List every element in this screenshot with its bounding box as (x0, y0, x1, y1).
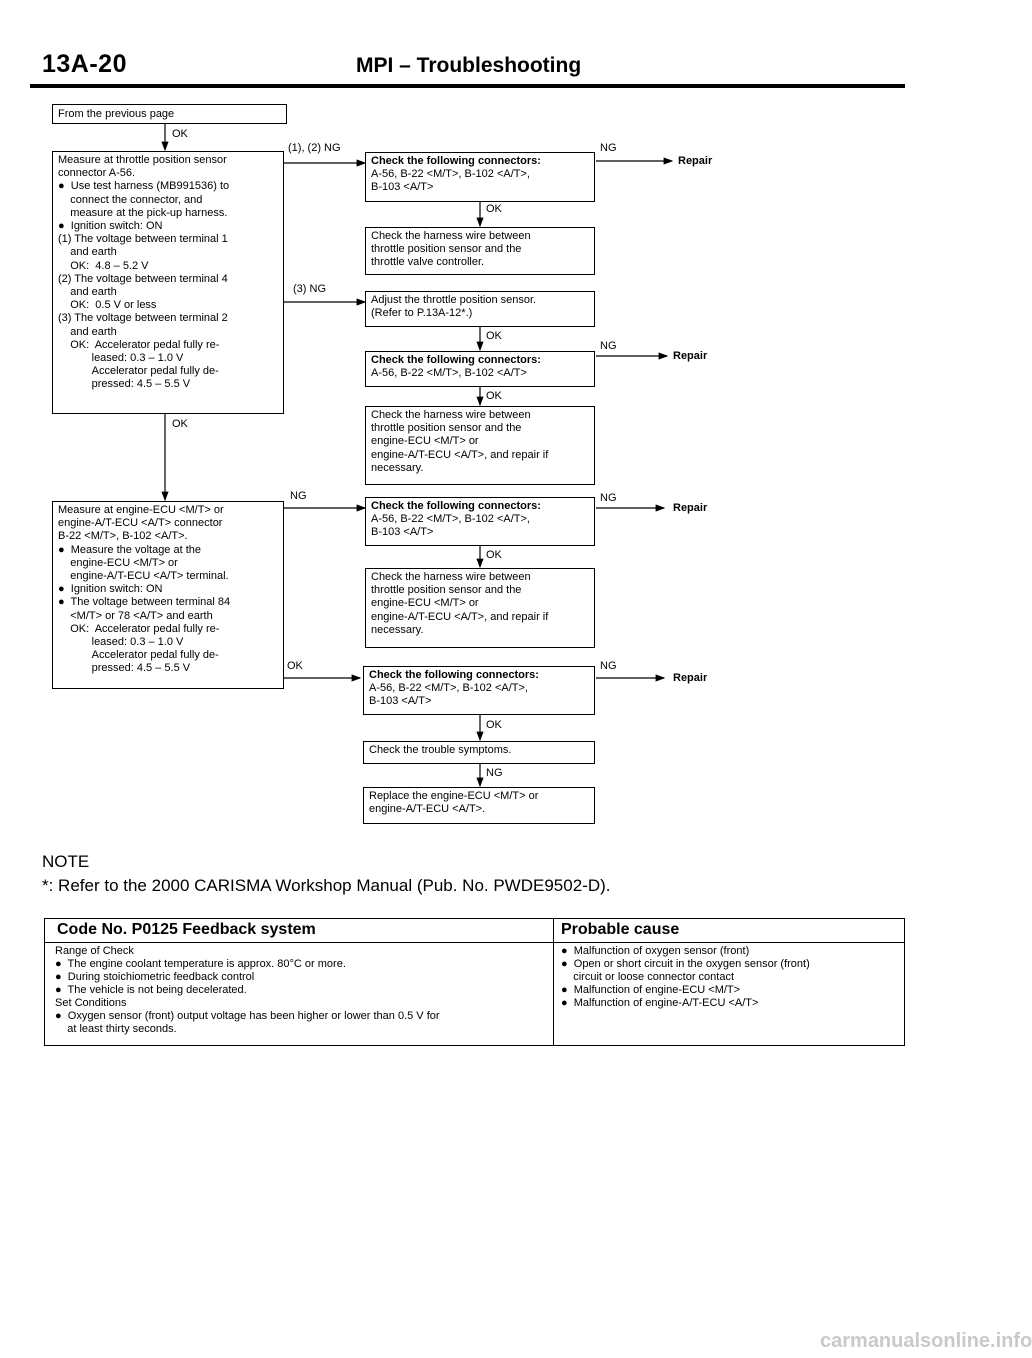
condition-line: Range of Check (55, 945, 134, 957)
label-3-ng: (3) NG (293, 283, 326, 295)
label-ng-mid: NG (290, 490, 307, 502)
check-connectors-box-3 (365, 497, 595, 546)
ecu-line: Accelerator pedal fully de- (58, 649, 219, 662)
condition-line: ● The vehicle is not being decelerated. (55, 984, 247, 996)
repair-label-4: Repair (673, 672, 708, 684)
tps-line: connect the connector, and (58, 193, 203, 206)
conn1-line: B-103 <A/T> (371, 181, 434, 194)
conn1-line: A-56, B-22 <M/T>, B-102 <A/T>, (371, 168, 530, 181)
tps-line: and earth (58, 325, 117, 338)
harness2-line: engine-A/T-ECU <A/T>, and repair if (371, 448, 549, 461)
cause-line: ● Malfunction of engine-A/T-ECU <A/T> (561, 997, 759, 1009)
cause-line: ● Malfunction of oxygen sensor (front) (561, 945, 750, 957)
ok-label-5: OK (486, 719, 502, 731)
ecu-line: leased: 0.3 – 1.0 V (58, 636, 184, 649)
ng-label-3: NG (600, 492, 617, 504)
ecu-line: Measure at engine-ECU <M/T> or (58, 504, 224, 516)
conn2-line: A-56, B-22 <M/T>, B-102 <A/T> (371, 367, 527, 380)
ecu-line: pressed: 4.5 – 5.5 V (58, 662, 191, 675)
tps-line: connector A-56. (58, 167, 136, 180)
table-header-divider (45, 942, 904, 943)
ecu-line: OK: Accelerator pedal fully re- (58, 622, 220, 635)
label-12-ng: (1), (2) NG (288, 142, 341, 154)
ok-label-4: OK (486, 549, 502, 561)
replace-line: engine-A/T-ECU <A/T>. (369, 803, 486, 816)
repair-label-3: Repair (673, 502, 708, 514)
adjust-tps-box (365, 291, 595, 327)
harness2-line: throttle position sensor and the (371, 422, 522, 435)
condition-line: ● The engine coolant temperature is approx. 80°C or more. (55, 958, 346, 970)
harness-check-box-3 (365, 568, 595, 648)
conn4-line: Check the following connectors: (369, 669, 539, 681)
ecu-line: engine-A/T-ECU <A/T> terminal. (58, 570, 229, 583)
measure-tps-box (52, 151, 284, 414)
ecu-line: <M/T> or 78 <A/T> and earth (58, 609, 213, 622)
harness-check-box-1 (365, 227, 595, 275)
ng-label-5: NG (486, 767, 503, 779)
harness3-line: engine-ECU <M/T> or (371, 597, 479, 610)
harness3-line: Check the harness wire between (371, 571, 531, 583)
conn1-line: Check the following connectors: (371, 155, 541, 167)
ecu-line: ● The voltage between terminal 84 (58, 596, 231, 609)
measure-ecu-box (52, 501, 284, 689)
page-code: 13A-20 (42, 50, 127, 78)
ok-label-1: OK (486, 203, 502, 215)
condition-line: ● Oxygen sensor (front) output voltage has been higher or lower than 0.5 V for (55, 1010, 440, 1022)
ok-label-3: OK (486, 390, 502, 402)
cause-line: ● Open or short circuit in the oxygen sensor (front) (561, 958, 810, 970)
harness2-line: necessary. (371, 461, 424, 474)
from-previous-text: From the previous page (58, 108, 175, 120)
conn3-line: B-103 <A/T> (371, 526, 434, 539)
harness3-line: necessary. (371, 623, 424, 636)
label-ok-mid: OK (287, 660, 303, 672)
condition-line: Set Conditions (55, 997, 127, 1009)
repair-label-1: Repair (678, 155, 713, 167)
page-title: MPI – Troubleshooting (356, 54, 582, 77)
tps-line: pressed: 4.5 – 5.5 V (58, 378, 191, 391)
conn3-line: A-56, B-22 <M/T>, B-102 <A/T>, (371, 513, 530, 526)
replace-ecu-box (363, 787, 595, 824)
harness-check-box-2 (365, 406, 595, 485)
harness1-line: throttle position sensor and the (371, 243, 522, 256)
table-cell-conditions (55, 945, 440, 1036)
repair-label-2: Repair (673, 350, 708, 362)
harness1-line: throttle valve controller. (371, 256, 485, 269)
harness2-line: Check the harness wire between (371, 409, 531, 421)
condition-line: at least thirty seconds. (55, 1023, 177, 1035)
tps-line: (1) The voltage between terminal 1 (58, 233, 228, 246)
tps-line: measure at the pick-up harness. (58, 206, 228, 219)
check-connectors-box-1 (365, 152, 595, 202)
ok-label-2: OK (486, 330, 502, 342)
trouble-symptoms-box (363, 741, 595, 764)
tps-line: Measure at throttle position sensor (58, 154, 227, 166)
ng-label-2: NG (600, 340, 617, 352)
conn2-line: Check the following connectors: (371, 354, 541, 366)
harness1-line: Check the harness wire between (371, 230, 531, 242)
ecu-line: engine-A/T-ECU <A/T> connector (58, 517, 223, 530)
ng-label-1: NG (600, 142, 617, 154)
adjust-line: Adjust the throttle position sensor. (371, 294, 537, 306)
cause-line: circuit or loose connector contact (561, 971, 735, 983)
table-column-divider (553, 919, 554, 1045)
conn4-line: B-103 <A/T> (369, 695, 432, 708)
harness3-line: throttle position sensor and the (371, 584, 522, 597)
from-previous-page-box (52, 104, 287, 124)
condition-line: ● During stoichiometric feedback control (55, 971, 255, 983)
replace-line: Replace the engine-ECU <M/T> or (369, 790, 539, 802)
tps-line: leased: 0.3 – 1.0 V (58, 352, 184, 365)
code-table (44, 918, 905, 1046)
note-body: *: Refer to the 2000 CARISMA Workshop Manual (Pub. No. PWDE9502-D). (42, 876, 611, 895)
ng-label-4: NG (600, 660, 617, 672)
tps-line: and earth (58, 246, 117, 259)
ecu-line: ● Measure the voltage at the (58, 543, 202, 556)
tps-line: OK: 4.8 – 5.2 V (58, 259, 149, 272)
table-header-cause: Probable cause (561, 921, 680, 938)
tps-line: (2) The voltage between terminal 4 (58, 272, 228, 285)
harness3-line: engine-A/T-ECU <A/T>, and repair if (371, 610, 549, 623)
conn3-line: Check the following connectors: (371, 500, 541, 512)
table-header-code: Code No. P0125 Feedback system (57, 921, 316, 938)
adjust-line: (Refer to P.13A-12*.) (371, 307, 473, 320)
watermark: carmanualsonline.info (820, 1330, 1032, 1352)
tps-line: OK: 0.5 V or less (58, 299, 157, 312)
ecu-line: engine-ECU <M/T> or (58, 556, 178, 569)
tps-line: ● Ignition switch: ON (58, 220, 163, 233)
ok-label-left: OK (172, 418, 188, 430)
check-connectors-box-4 (363, 666, 595, 715)
tps-line: and earth (58, 286, 117, 299)
ecu-line: ● Ignition switch: ON (58, 583, 163, 596)
tps-line: ● Use test harness (MB991536) to (58, 180, 230, 193)
note-title: NOTE (42, 852, 90, 871)
trouble-line: Check the trouble symptoms. (369, 744, 512, 756)
table-cell-causes (561, 945, 810, 1010)
ok-label-top: OK (172, 128, 188, 140)
check-connectors-box-2 (365, 351, 595, 387)
tps-line: Accelerator pedal fully de- (58, 365, 219, 378)
ecu-line: B-22 <M/T>, B-102 <A/T>. (58, 530, 188, 543)
cause-line: ● Malfunction of engine-ECU <M/T> (561, 984, 741, 996)
harness2-line: engine-ECU <M/T> or (371, 435, 479, 448)
tps-line: OK: Accelerator pedal fully re- (58, 338, 220, 351)
conn4-line: A-56, B-22 <M/T>, B-102 <A/T>, (369, 682, 528, 695)
tps-line: (3) The voltage between terminal 2 (58, 312, 228, 325)
